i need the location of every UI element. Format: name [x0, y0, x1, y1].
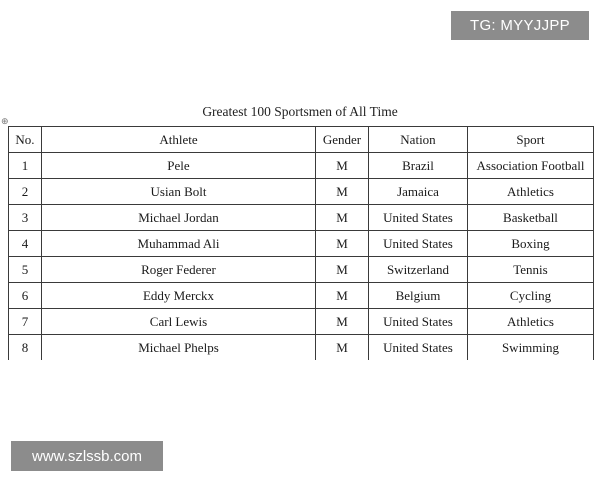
cell-sport: Athletics [468, 309, 594, 335]
cell-gender: M [316, 205, 369, 231]
table-row [9, 179, 594, 205]
table-row [9, 335, 594, 361]
cell-sport: Tennis [468, 257, 594, 283]
cell-athlete: Michael Phelps [42, 335, 316, 361]
cell-no: 4 [9, 231, 42, 257]
cell-gender: M [316, 231, 369, 257]
table-row [9, 309, 594, 335]
cell-nation: United States [369, 231, 468, 257]
cell-sport: Cycling [468, 283, 594, 309]
cell-no: 1 [9, 153, 42, 179]
sportsmen-table [8, 126, 594, 360]
cell-nation: United States [369, 335, 468, 361]
cell-gender: M [316, 283, 369, 309]
cell-athlete: Pele [42, 153, 316, 179]
cell-nation: Belgium [369, 283, 468, 309]
table-row [9, 205, 594, 231]
cell-gender: M [316, 179, 369, 205]
cell-nation: Switzerland [369, 257, 468, 283]
column-header-no: No. [9, 127, 42, 153]
table-row [9, 257, 594, 283]
cell-sport: Basketball [468, 205, 594, 231]
cell-athlete: Usian Bolt [42, 179, 316, 205]
table-row [9, 283, 594, 309]
column-header-sport: Sport [468, 127, 594, 153]
cell-sport: Boxing [468, 231, 594, 257]
table-title: Greatest 100 Sportsmen of All Time [202, 104, 398, 119]
cell-sport: Athletics [468, 179, 594, 205]
cell-sport: Association Football [468, 153, 594, 179]
cell-no: 8 [9, 335, 42, 361]
cell-no: 5 [9, 257, 42, 283]
cell-athlete: Carl Lewis [42, 309, 316, 335]
column-header-nation: Nation [369, 127, 468, 153]
table-anchor-icon: ⊕ [1, 117, 9, 127]
cell-nation: United States [369, 309, 468, 335]
cell-no: 6 [9, 283, 42, 309]
column-header-athlete: Athlete [42, 127, 316, 153]
column-header-gender: Gender [316, 127, 369, 153]
table-row [9, 231, 594, 257]
table-row [9, 153, 594, 179]
cell-no: 3 [9, 205, 42, 231]
cell-gender: M [316, 257, 369, 283]
cell-nation: United States [369, 205, 468, 231]
cell-gender: M [316, 309, 369, 335]
cell-gender: M [316, 153, 369, 179]
cell-athlete: Muhammad Ali [42, 231, 316, 257]
cell-sport: Swimming [468, 335, 594, 361]
watermark-top: TG: MYYJJPP [451, 11, 589, 40]
cell-nation: Jamaica [369, 179, 468, 205]
cell-athlete: Michael Jordan [42, 205, 316, 231]
cell-nation: Brazil [369, 153, 468, 179]
cell-no: 7 [9, 309, 42, 335]
cell-athlete: Roger Federer [42, 257, 316, 283]
table-header-row [9, 127, 594, 153]
watermark-bottom: www.szlssb.com [11, 441, 163, 471]
cell-gender: M [316, 335, 369, 361]
cell-no: 2 [9, 179, 42, 205]
cell-athlete: Eddy Merckx [42, 283, 316, 309]
